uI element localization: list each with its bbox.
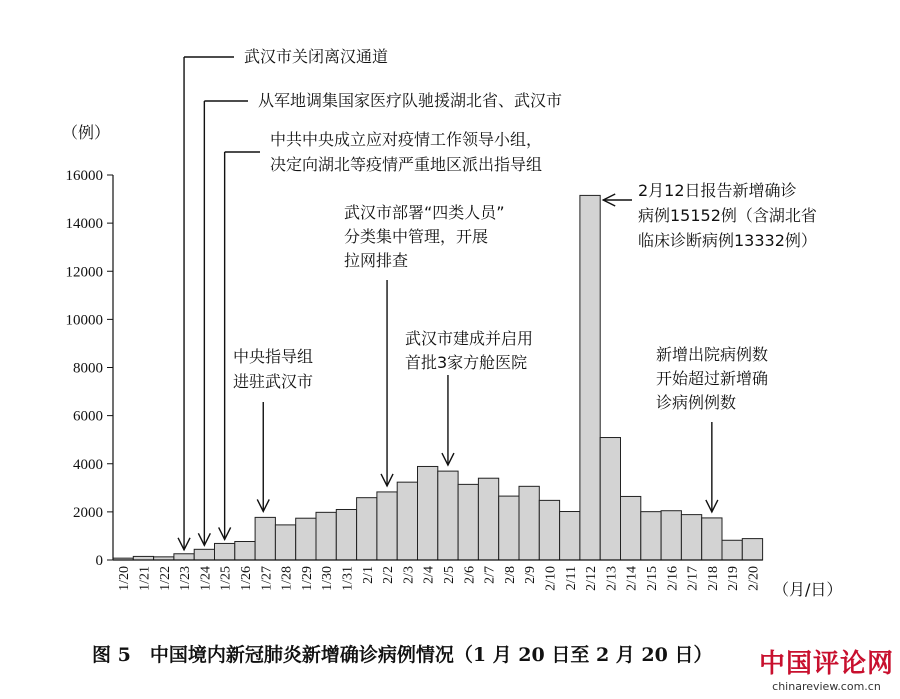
y-tick-label: 2000 <box>73 504 103 521</box>
x-tick-label: 2/1 <box>360 566 376 584</box>
x-tick-label: 1/22 <box>157 566 173 591</box>
bar-2-9 <box>519 486 539 560</box>
x-tick-label: 2/13 <box>604 566 620 591</box>
annotation-3-line-2: 决定向湖北等疫情严重地区派出指导组 <box>270 155 543 174</box>
annotation-5-line-2: 分类集中管理，开展 <box>344 227 489 246</box>
annotation-6-line-2: 首批3家方舱医院 <box>405 353 528 372</box>
annotation-4-line-1: 中央指导组 <box>233 347 314 366</box>
bar-2-12 <box>580 195 600 560</box>
bar-2-8 <box>499 496 519 560</box>
annotation-2-line-1: 从军地调集国家医疗队驰援湖北省、武汉市 <box>258 91 563 110</box>
x-tick-label: 1/27 <box>259 566 275 591</box>
y-tick-label: 6000 <box>73 408 103 425</box>
bar-2-19 <box>722 540 742 560</box>
annotation-8-line-3: 诊病例例数 <box>656 393 737 412</box>
x-tick-label: 2/3 <box>401 566 417 584</box>
annotation-3-line-1: 中共中央成立应对疫情工作领导小组， <box>270 130 543 149</box>
bar-1-26 <box>235 541 255 560</box>
x-tick-label: 1/31 <box>340 566 356 591</box>
bar-1-30 <box>316 512 336 560</box>
y-tick-label: 0 <box>95 553 103 569</box>
bar-1-27 <box>255 517 275 560</box>
x-tick-label: 2/7 <box>482 566 498 584</box>
y-tick-label: 14000 <box>65 216 103 233</box>
bar-2-2 <box>377 492 397 560</box>
annotation-1-line-1: 武汉市关闭离汉通道 <box>244 47 389 66</box>
x-tick-label: 2/10 <box>543 566 559 591</box>
annotation-8-line-1: 新增出院病例数 <box>656 345 769 364</box>
x-tick-label: 1/30 <box>320 566 336 591</box>
bar-2-7 <box>478 478 498 560</box>
y-tick-label: 16000 <box>65 168 103 184</box>
bar-2-10 <box>539 500 559 560</box>
y-tick-label: 12000 <box>65 264 103 281</box>
x-tick-label: 1/23 <box>178 566 194 591</box>
x-tick-label: 2/19 <box>726 566 742 591</box>
annotation-4-line-2: 进驻武汉市 <box>233 372 314 391</box>
x-tick-label: 1/20 <box>117 566 133 591</box>
annotation-5-line-3: 拉网排查 <box>344 251 409 270</box>
bar-1-28 <box>275 525 295 560</box>
x-tick-label: 2/18 <box>705 566 721 591</box>
x-tick-label: 2/6 <box>462 566 478 584</box>
bar-2-4 <box>418 466 438 560</box>
x-tick-label: 1/26 <box>238 566 254 591</box>
bar-2-18 <box>702 518 722 560</box>
x-tick-label: 2/14 <box>624 566 640 591</box>
bar-2-1 <box>357 498 377 560</box>
watermark-url: chinareview.com.cn <box>772 680 881 693</box>
annotation-7-line-2: 病例15152例（含湖北省 <box>638 206 817 225</box>
bar-2-5 <box>438 471 458 560</box>
x-tick-label: 1/24 <box>198 566 214 591</box>
x-tick-label: 2/15 <box>644 566 660 591</box>
annotation-8-line-2: 开始超过新增确 <box>656 369 769 388</box>
y-tick-label: 10000 <box>65 312 103 329</box>
chart-caption: 图 5 中国境内新冠肺炎新增确诊病例情况（1 月 20 日至 2 月 20 日） <box>92 644 713 666</box>
x-axis-unit: （月/日） <box>773 580 843 599</box>
x-tick-label: 2/5 <box>441 566 457 584</box>
bar-2-6 <box>458 484 478 560</box>
annotation-7-line-3: 临床诊断病例13332例） <box>638 231 817 250</box>
bar-2-11 <box>560 512 580 560</box>
watermark-name: 中国评论网 <box>758 649 894 679</box>
x-tick-label: 1/29 <box>299 566 315 591</box>
bar-2-15 <box>641 512 661 560</box>
bar-1-31 <box>336 509 356 560</box>
x-tick-label: 2/8 <box>502 566 518 584</box>
x-tick-label: 2/2 <box>381 566 397 584</box>
annotation-6-line-1: 武汉市建成并启用 <box>405 329 534 348</box>
x-tick-label: 2/12 <box>584 566 600 591</box>
annotation-7-line-1: 2月12日报告新增确诊 <box>638 181 797 200</box>
y-tick-label: 4000 <box>73 456 103 473</box>
x-tick-label: 1/25 <box>218 566 234 591</box>
bar-2-16 <box>661 511 681 560</box>
bar-2-17 <box>681 515 701 560</box>
watermark-logo <box>759 643 894 693</box>
x-tick-label: 2/9 <box>523 566 539 584</box>
annotation-5-line-1: 武汉市部署“四类人员” <box>344 203 505 222</box>
bar-2-20 <box>742 539 762 560</box>
x-tick-label: 2/16 <box>665 566 681 591</box>
y-axis-unit: （例） <box>62 123 111 142</box>
x-tick-label: 2/20 <box>746 566 762 591</box>
bar-2-3 <box>397 482 417 560</box>
x-tick-label: 1/21 <box>137 566 153 591</box>
bar-2-14 <box>621 496 641 560</box>
bar-1-25 <box>215 543 235 560</box>
y-tick-label: 8000 <box>73 360 103 377</box>
x-tick-label: 2/11 <box>563 566 579 591</box>
bar-1-29 <box>296 518 316 560</box>
bar-1-24 <box>194 549 214 560</box>
bar-2-13 <box>600 438 620 560</box>
x-tick-label: 1/28 <box>279 566 295 591</box>
x-tick-label: 2/17 <box>685 566 701 591</box>
x-tick-label: 2/4 <box>421 566 437 584</box>
bar-1-23 <box>174 554 194 560</box>
